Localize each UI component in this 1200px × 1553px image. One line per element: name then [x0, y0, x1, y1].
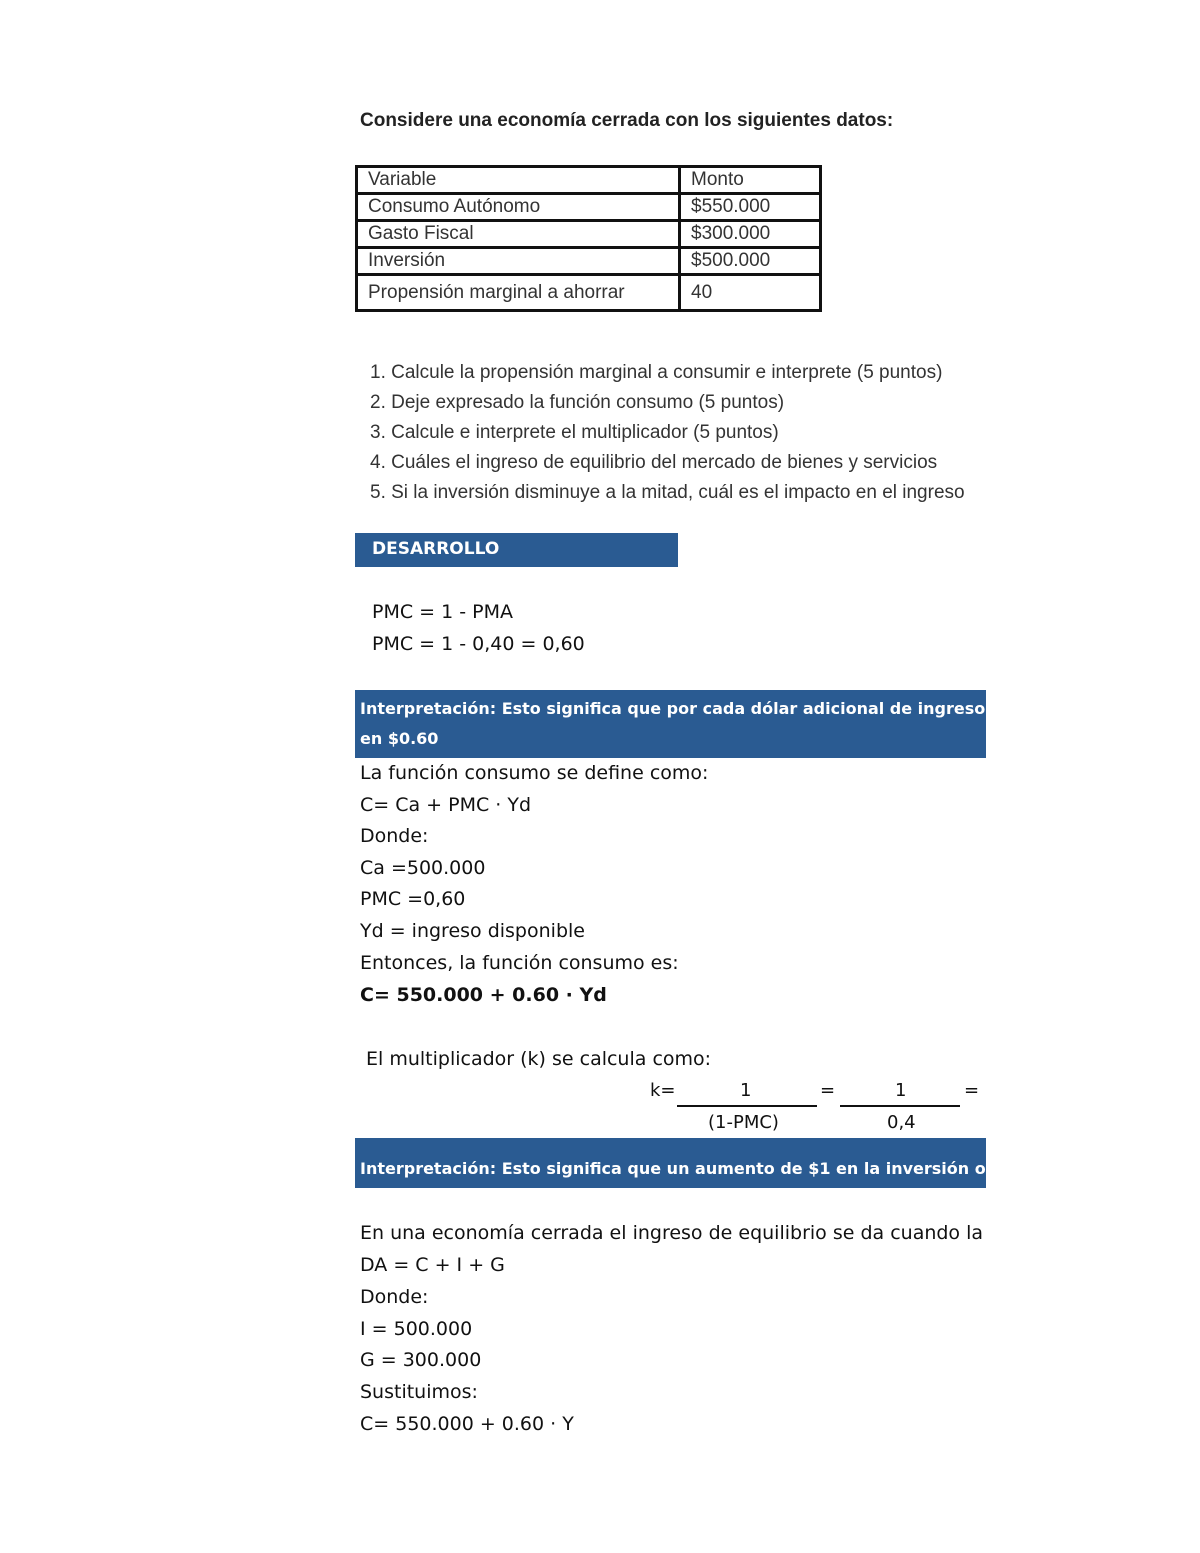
table-cell: $300.000: [680, 221, 821, 248]
table-cell: 40: [680, 275, 821, 311]
c-formula: C= 550.000 + 0.60 · Y: [360, 1413, 574, 1435]
equilibrio-intro: En una economía cerrada el ingreso de equilibrio se da cuando la: [360, 1222, 984, 1244]
interpretation-text: en $0.60: [360, 729, 439, 748]
question-item: 2. Deje expresado la función consumo (5 puntos): [370, 392, 785, 413]
question-item: 3. Calcule e interprete el multiplicador (5 puntos): [370, 422, 779, 443]
desarrollo-banner: [355, 533, 678, 567]
table-header-cell: Variable: [357, 167, 680, 194]
table-cell: $550.000: [680, 194, 821, 221]
yd-definition: Yd = ingreso disponible: [360, 920, 585, 942]
fraction-bar: [677, 1105, 817, 1107]
table-cell: Consumo Autónomo: [357, 194, 680, 221]
interpretation-text: Interpretación: Esto significa que un aumento de $1 en la inversión o: [360, 1159, 986, 1178]
ca-value: Ca =500.000: [360, 857, 486, 879]
desarrollo-label: DESARROLLO: [372, 539, 500, 559]
donde-label: Donde:: [360, 1286, 429, 1308]
intro-title: Considere una economía cerrada con los siguientes datos:: [360, 110, 894, 131]
k-label: k=: [650, 1080, 676, 1101]
interpretation-text: Interpretación: Esto significa que por cada dólar adicional de ingreso: [360, 699, 986, 718]
equals-sign: =: [964, 1080, 980, 1101]
questions-list: [370, 358, 986, 508]
table-row: [357, 194, 821, 221]
consumo-result: C= 550.000 + 0.60 · Yd: [360, 984, 607, 1006]
multiplicador-intro: El multiplicador (k) se calcula como:: [366, 1048, 712, 1070]
pmc-value: PMC =0,60: [360, 888, 466, 910]
sustituimos-label: Sustituimos:: [360, 1381, 478, 1403]
da-formula: DA = C + I + G: [360, 1254, 505, 1276]
fraction-numerator: 1: [740, 1080, 752, 1101]
data-table: [355, 165, 822, 312]
equals-sign: =: [820, 1080, 836, 1101]
table-cell: $500.000: [680, 248, 821, 275]
question-item: 1. Calcule la propensión marginal a consumir e interprete (5 puntos): [370, 362, 943, 383]
consumo-formula: C= Ca + PMC · Yd: [360, 794, 532, 816]
table-cell: Propensión marginal a ahorrar: [357, 275, 680, 311]
question-item: 5. Si la inversión disminuye a la mitad, cuál es el impacto en el ingreso: [370, 482, 965, 503]
fraction-bar: [840, 1105, 960, 1107]
entonces-label: Entonces, la función consumo es:: [360, 952, 679, 974]
table-header-row: [357, 167, 821, 194]
fraction-denominator: (1-PMC): [708, 1112, 779, 1133]
table-header-cell: Monto: [680, 167, 821, 194]
interpretation-banner: [355, 1138, 986, 1188]
question-item: 4. Cuáles el ingreso de equilibrio del mercado de bienes y servicios: [370, 452, 938, 473]
table-cell: Inversión: [357, 248, 680, 275]
pmc-calculation: PMC = 1 - 0,40 = 0,60: [372, 633, 585, 655]
g-value: G = 300.000: [360, 1349, 482, 1371]
table-row: [357, 248, 821, 275]
table-row: [357, 275, 821, 311]
fraction-numerator: 1: [895, 1080, 907, 1101]
table-cell: Gasto Fiscal: [357, 221, 680, 248]
table-row: [357, 221, 821, 248]
consumo-intro: La función consumo se define como:: [360, 762, 709, 784]
donde-label: Donde:: [360, 825, 429, 847]
pmc-formula: PMC = 1 - PMA: [372, 601, 513, 623]
i-value: I = 500.000: [360, 1318, 473, 1340]
fraction-denominator: 0,4: [887, 1112, 916, 1133]
interpretation-banner: [355, 690, 986, 758]
